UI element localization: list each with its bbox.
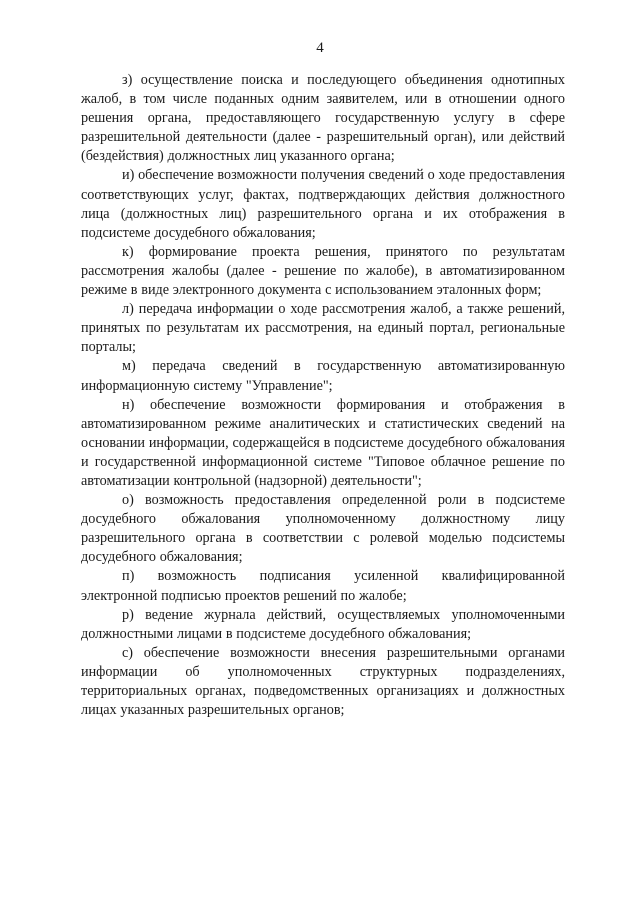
list-item-s: с) обеспечение возможности внесения разрешительными органами информации об уполномоченных структурных подразделениях, территориальных органах, подведомственных организациях и должностных лицах указанных разрешительных органов; <box>81 644 565 719</box>
list-item-z: з) осуществление поиска и последующего объединения однотипных жалоб, в том числе поданных одним заявителем, или в отношении одного решения органа, предоставляющего государственную услугу в сфере разрешительной деятельности (далее - разрешительный орган), или действий (бездействия) должностных лиц указанного органа; <box>81 72 565 165</box>
list-item-r: р) ведение журнала действий, осуществляемых уполномоченными должностными лицами в подсистеме досудебного обжалования; <box>81 606 565 642</box>
list-item-k: к) формирование проекта решения, принятого по результатам рассмотрения жалобы (далее - решение по жалобе), в автоматизированном режиме в виде электронного документа с использованием эталонных форм; <box>81 243 565 299</box>
list-item-p: п) возможность подписания усиленной квалифицированной электронной подписью проектов решений по жалобе; <box>81 568 565 604</box>
list-item-m: м) передача сведений в государственную автоматизированную информационную систему "Управление"; <box>81 358 565 394</box>
list-item-o: о) возможность предоставления определенной роли в подсистеме досудебного обжалования уполномоченному должностному лицу разрешительного органа в соответствии с ролевой моделью подсистемы досудебного обжалования; <box>81 492 565 566</box>
list-item-n: н) обеспечение возможности формирования и отображения в автоматизированном режиме аналитических и статистических сведений на основании информации, содержащейся в подсистеме досудебного обжалования и государственной информационной системе "Типовое облачное решение по автоматизации контрольной (надзорной) деятельности"; <box>81 396 565 489</box>
list-item-l: л) передача информации о ходе рассмотрения жалоб, а также решений, принятых по результатам их рассмотрения, на единый портал, региональные порталы; <box>81 301 565 356</box>
list-item-i: и) обеспечение возможности получения сведений о ходе предоставления соответствующих услуг, фактах, подтверждающих действия должностного лица (должностных лиц) разрешительного органа и их отображения в подсистеме досудебного обжалования; <box>81 167 565 241</box>
document-body <box>81 71 565 720</box>
page-number: 4 <box>316 40 324 56</box>
